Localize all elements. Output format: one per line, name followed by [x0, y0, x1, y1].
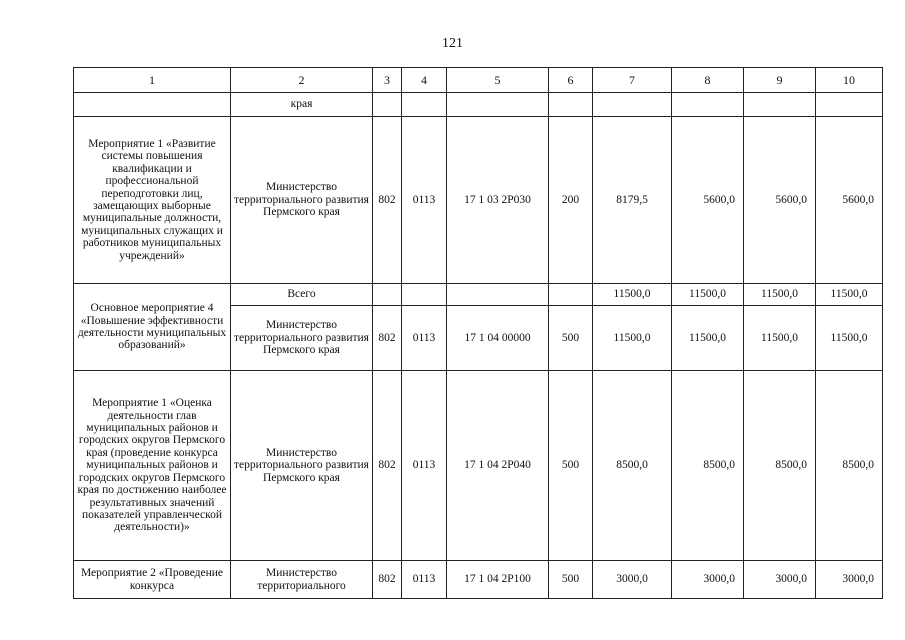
table-cell: края [231, 93, 373, 117]
header-cell: 4 [402, 68, 447, 93]
table-cell [373, 93, 402, 117]
table-cell: 11500,0 [816, 306, 883, 371]
table-row [74, 371, 883, 561]
header-row [74, 68, 883, 93]
table-cell: 3000,0 [672, 561, 744, 599]
header-cell: 6 [549, 68, 593, 93]
table-cell: 3000,0 [816, 561, 883, 599]
table-cell: 500 [549, 371, 593, 561]
table-cell: 3000,0 [744, 561, 816, 599]
table-cell [447, 284, 549, 306]
header-cell: 10 [816, 68, 883, 93]
table-cell [816, 93, 883, 117]
measure-name-cell: Мероприятие 2 «Проведение конкурса [74, 561, 231, 599]
table-cell: 8500,0 [672, 371, 744, 561]
table-cell [744, 93, 816, 117]
table-row [74, 561, 883, 599]
table-cell: 500 [549, 561, 593, 599]
table-cell: 11500,0 [744, 306, 816, 371]
table-cell: 0113 [402, 561, 447, 599]
measure-name-cell: Основное мероприятие 4 «Повышение эффективности деятельности муниципальных образований» [74, 284, 231, 371]
table-cell: 0113 [402, 306, 447, 371]
table-cell [402, 284, 447, 306]
table-cell: 200 [549, 117, 593, 284]
table-cell [549, 284, 593, 306]
executor-cell: Министерство территориального развития Пермского края [231, 371, 373, 561]
header-cell: 1 [74, 68, 231, 93]
table-cell: 5600,0 [672, 117, 744, 284]
total-label-cell: Всего [231, 284, 373, 306]
table-cell: 11500,0 [593, 284, 672, 306]
table-cell: 8179,5 [593, 117, 672, 284]
table-cell: 802 [373, 561, 402, 599]
executor-cell: Министерство территориального [231, 561, 373, 599]
header-cell: 9 [744, 68, 816, 93]
table-row [74, 117, 883, 284]
table-cell: 8500,0 [816, 371, 883, 561]
table-cell: 11500,0 [672, 306, 744, 371]
header-cell: 8 [672, 68, 744, 93]
table-cell: 5600,0 [816, 117, 883, 284]
header-cell: 3 [373, 68, 402, 93]
table-cell [549, 93, 593, 117]
table-cell: 11500,0 [816, 284, 883, 306]
table-cell: 3000,0 [593, 561, 672, 599]
header-cell: 2 [231, 68, 373, 93]
table-cell: 0113 [402, 371, 447, 561]
header-cell: 7 [593, 68, 672, 93]
table-cell: 17 1 04 2Р040 [447, 371, 549, 561]
header-cell: 5 [447, 68, 549, 93]
executor-cell: Министерство территориального развития Пермского края [231, 306, 373, 371]
executor-cell: Министерство территориального развития Пермского края [231, 117, 373, 284]
table-cell: 5600,0 [744, 117, 816, 284]
table-cell: 17 1 03 2Р030 [447, 117, 549, 284]
table-cell: 11500,0 [593, 306, 672, 371]
table-cell [402, 93, 447, 117]
table-cell: 0113 [402, 117, 447, 284]
table-cell [672, 93, 744, 117]
table-cell: 500 [549, 306, 593, 371]
page-number: 121 [442, 36, 463, 51]
table-cell [593, 93, 672, 117]
table-cell: 11500,0 [744, 284, 816, 306]
table-cell [74, 93, 231, 117]
table-cell: 802 [373, 371, 402, 561]
table-cell: 802 [373, 117, 402, 284]
table-row-total [74, 284, 883, 306]
measure-name-cell: Мероприятие 1 «Развитие системы повышения квалификации и профессиональной переподготовки лиц, замещающих выборные муниципальные должности, муниципальных служащих и работников муниципальных учреждений» [74, 117, 231, 284]
table-cell: 11500,0 [672, 284, 744, 306]
table-cell: 17 1 04 00000 [447, 306, 549, 371]
table-cell: 8500,0 [744, 371, 816, 561]
measure-name-cell: Мероприятие 1 «Оценка деятельности глав муниципальных районов и городских округов Пермского края (проведение конкурса муниципальных районов и городских округов Пермского края по достижению наиболее результативных значений показателей управленческой деятельности)» [74, 371, 231, 561]
table-cell: 8500,0 [593, 371, 672, 561]
table-cell: 17 1 04 2Р100 [447, 561, 549, 599]
table-cell [447, 93, 549, 117]
table-row-continuation [74, 93, 883, 117]
table-cell: 802 [373, 306, 402, 371]
table-cell [373, 284, 402, 306]
budget-table [73, 67, 883, 599]
